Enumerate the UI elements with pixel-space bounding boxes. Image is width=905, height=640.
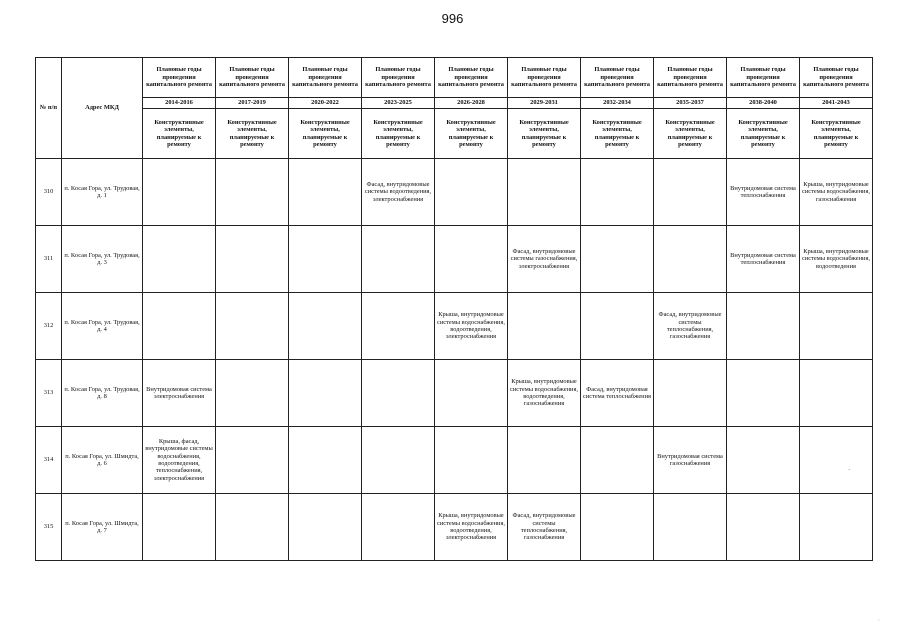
- repair-elements-cell: Фасад, внутридомовые системы водоотведения, электроснабжения: [362, 159, 435, 226]
- repair-elements-cell: [727, 293, 800, 360]
- repair-elements-cell: Фасад, внутридомовые системы теплоснабжения, газоснабжения: [508, 494, 581, 561]
- address-column-header: Адрес МКД: [62, 58, 143, 159]
- repair-elements-cell: [581, 293, 654, 360]
- period-years-header: 2023-2025: [362, 98, 435, 109]
- period-group-header: Плановые годы проведения капитального ремонта: [289, 58, 362, 98]
- repair-elements-cell: [216, 226, 289, 293]
- table-row: [36, 226, 873, 293]
- scan-artifact: ·: [878, 618, 880, 624]
- elements-subheader: Конструктивные элементы, планируемые к ремонту: [508, 109, 581, 159]
- repair-elements-cell: Фасад, внутридомовая система теплоснабжения: [581, 360, 654, 427]
- repair-elements-cell: [216, 494, 289, 561]
- repair-elements-cell: [362, 494, 435, 561]
- table-row: [36, 427, 873, 494]
- period-group-header: Плановые годы проведения капитального ремонта: [800, 58, 873, 98]
- repair-elements-cell: Фасад, внутридомовые системы теплоснабжения, газоснабжения: [654, 293, 727, 360]
- period-group-header: Плановые годы проведения капитального ремонта: [654, 58, 727, 98]
- repair-elements-cell: [654, 360, 727, 427]
- building-address: п. Косая Гора, ул. Трудовая, д. 3: [62, 226, 143, 293]
- period-years-header: 2038-2040: [727, 98, 800, 109]
- repair-elements-cell: [216, 159, 289, 226]
- repair-elements-cell: [800, 427, 873, 494]
- repair-elements-cell: [435, 226, 508, 293]
- repair-elements-cell: [143, 494, 216, 561]
- table-row: [36, 494, 873, 561]
- elements-subheader: Конструктивные элементы, планируемые к ремонту: [435, 109, 508, 159]
- building-address: п. Косая Гора, ул. Трудовая, д. 4: [62, 293, 143, 360]
- num-column-header: № п/п: [36, 58, 62, 159]
- repair-elements-cell: [508, 159, 581, 226]
- repair-elements-cell: Крыша, внутридомовые системы водоснабжения, водоотведения, газоснабжения: [508, 360, 581, 427]
- elements-subheader: Конструктивные элементы, планируемые к ремонту: [727, 109, 800, 159]
- repair-elements-cell: [216, 293, 289, 360]
- repair-elements-cell: Фасад, внутридомовые системы газоснабжения, электроснабжения: [508, 226, 581, 293]
- building-address: п. Косая Гора, ул. Трудовая, д. 1: [62, 159, 143, 226]
- period-years-header: 2041-2043: [800, 98, 873, 109]
- table-body: [36, 159, 873, 561]
- repair-elements-cell: [289, 159, 362, 226]
- period-years-header: 2020-2022: [289, 98, 362, 109]
- capital-repair-plan-table: [35, 57, 873, 561]
- repair-elements-cell: Крыша, внутридомовые системы водоснабжения, водоотведения: [800, 226, 873, 293]
- period-group-header: Плановые годы проведения капитального ремонта: [216, 58, 289, 98]
- period-years-header: 2014-2016: [143, 98, 216, 109]
- elements-subheader: Конструктивные элементы, планируемые к ремонту: [800, 109, 873, 159]
- table-row: [36, 360, 873, 427]
- repair-elements-cell: [143, 293, 216, 360]
- repair-elements-cell: [289, 360, 362, 427]
- repair-elements-cell: Крыша, фасад, внутридомовые системы водоснабжения, водоотведения, теплоснабжения, электроснабжения: [143, 427, 216, 494]
- repair-elements-cell: [435, 360, 508, 427]
- repair-elements-cell: Внутридомовая система теплоснабжения: [727, 226, 800, 293]
- period-group-header: Плановые годы проведения капитального ремонта: [143, 58, 216, 98]
- repair-elements-cell: [289, 226, 362, 293]
- repair-elements-cell: [800, 360, 873, 427]
- building-address: п. Косая Гора, ул. Шмидта, д. 6: [62, 427, 143, 494]
- repair-elements-cell: [581, 427, 654, 494]
- repair-elements-cell: [508, 427, 581, 494]
- repair-elements-cell: [289, 427, 362, 494]
- repair-elements-cell: [654, 226, 727, 293]
- row-number: 311: [36, 226, 62, 293]
- period-group-header: Плановые годы проведения капитального ремонта: [727, 58, 800, 98]
- repair-elements-cell: Крыша, внутридомовые системы водоснабжения, водоотведения, электроснабжения: [435, 494, 508, 561]
- repair-elements-cell: [727, 494, 800, 561]
- period-years-header: 2029-2031: [508, 98, 581, 109]
- repair-elements-cell: [727, 427, 800, 494]
- row-number: 310: [36, 159, 62, 226]
- repair-elements-cell: [435, 427, 508, 494]
- repair-elements-cell: Внутридомовая система газоснабжения: [654, 427, 727, 494]
- table-row: [36, 293, 873, 360]
- repair-elements-cell: [143, 226, 216, 293]
- repair-elements-cell: Крыша, внутридомовые системы водоснабжения, газоснабжения: [800, 159, 873, 226]
- repair-elements-cell: [362, 360, 435, 427]
- period-years-header: 2026-2028: [435, 98, 508, 109]
- repair-elements-cell: [289, 494, 362, 561]
- repair-elements-cell: [362, 427, 435, 494]
- elements-subheader: Конструктивные элементы, планируемые к ремонту: [216, 109, 289, 159]
- repair-elements-cell: Внутридомовая система теплоснабжения: [727, 159, 800, 226]
- elements-subheader: Конструктивные элементы, планируемые к ремонту: [143, 109, 216, 159]
- period-years-header: 2035-2037: [654, 98, 727, 109]
- row-number: 312: [36, 293, 62, 360]
- period-years-header: 2032-2034: [581, 98, 654, 109]
- period-group-header: Плановые годы проведения капитального ремонта: [581, 58, 654, 98]
- repair-elements-cell: [581, 159, 654, 226]
- repair-elements-cell: [654, 159, 727, 226]
- repair-elements-cell: [362, 226, 435, 293]
- repair-elements-cell: Крыша, внутридомовые системы водоснабжения, водоотведения, электроснабжения: [435, 293, 508, 360]
- repair-elements-cell: [727, 360, 800, 427]
- repair-elements-cell: [435, 159, 508, 226]
- repair-elements-cell: [289, 293, 362, 360]
- row-number: 314: [36, 427, 62, 494]
- table-header: [36, 58, 873, 159]
- page-number: 996: [441, 11, 464, 26]
- period-group-header: Плановые годы проведения капитального ремонта: [362, 58, 435, 98]
- elements-subheader: Конструктивные элементы, планируемые к ремонту: [289, 109, 362, 159]
- row-number: 315: [36, 494, 62, 561]
- row-number: 313: [36, 360, 62, 427]
- repair-elements-cell: [362, 293, 435, 360]
- repair-elements-cell: [216, 360, 289, 427]
- repair-elements-cell: [581, 226, 654, 293]
- repair-elements-cell: [654, 494, 727, 561]
- building-address: п. Косая Гора, ул. Шмидта, д. 7: [62, 494, 143, 561]
- period-group-header: Плановые годы проведения капитального ремонта: [435, 58, 508, 98]
- elements-subheader: Конструктивные элементы, планируемые к ремонту: [581, 109, 654, 159]
- repair-elements-cell: [216, 427, 289, 494]
- repair-elements-cell: [143, 159, 216, 226]
- table-row: [36, 159, 873, 226]
- elements-subheader: Конструктивные элементы, планируемые к ремонту: [654, 109, 727, 159]
- repair-elements-cell: [800, 293, 873, 360]
- period-group-header: Плановые годы проведения капитального ремонта: [508, 58, 581, 98]
- scan-artifact: ·: [848, 466, 851, 474]
- repair-elements-cell: Внутридомовая система электроснабжения: [143, 360, 216, 427]
- repair-elements-cell: [581, 494, 654, 561]
- period-years-header: 2017-2019: [216, 98, 289, 109]
- repair-elements-cell: [800, 494, 873, 561]
- elements-subheader: Конструктивные элементы, планируемые к ремонту: [362, 109, 435, 159]
- building-address: п. Косая Гора, ул. Трудовая, д. 8: [62, 360, 143, 427]
- repair-elements-cell: [508, 293, 581, 360]
